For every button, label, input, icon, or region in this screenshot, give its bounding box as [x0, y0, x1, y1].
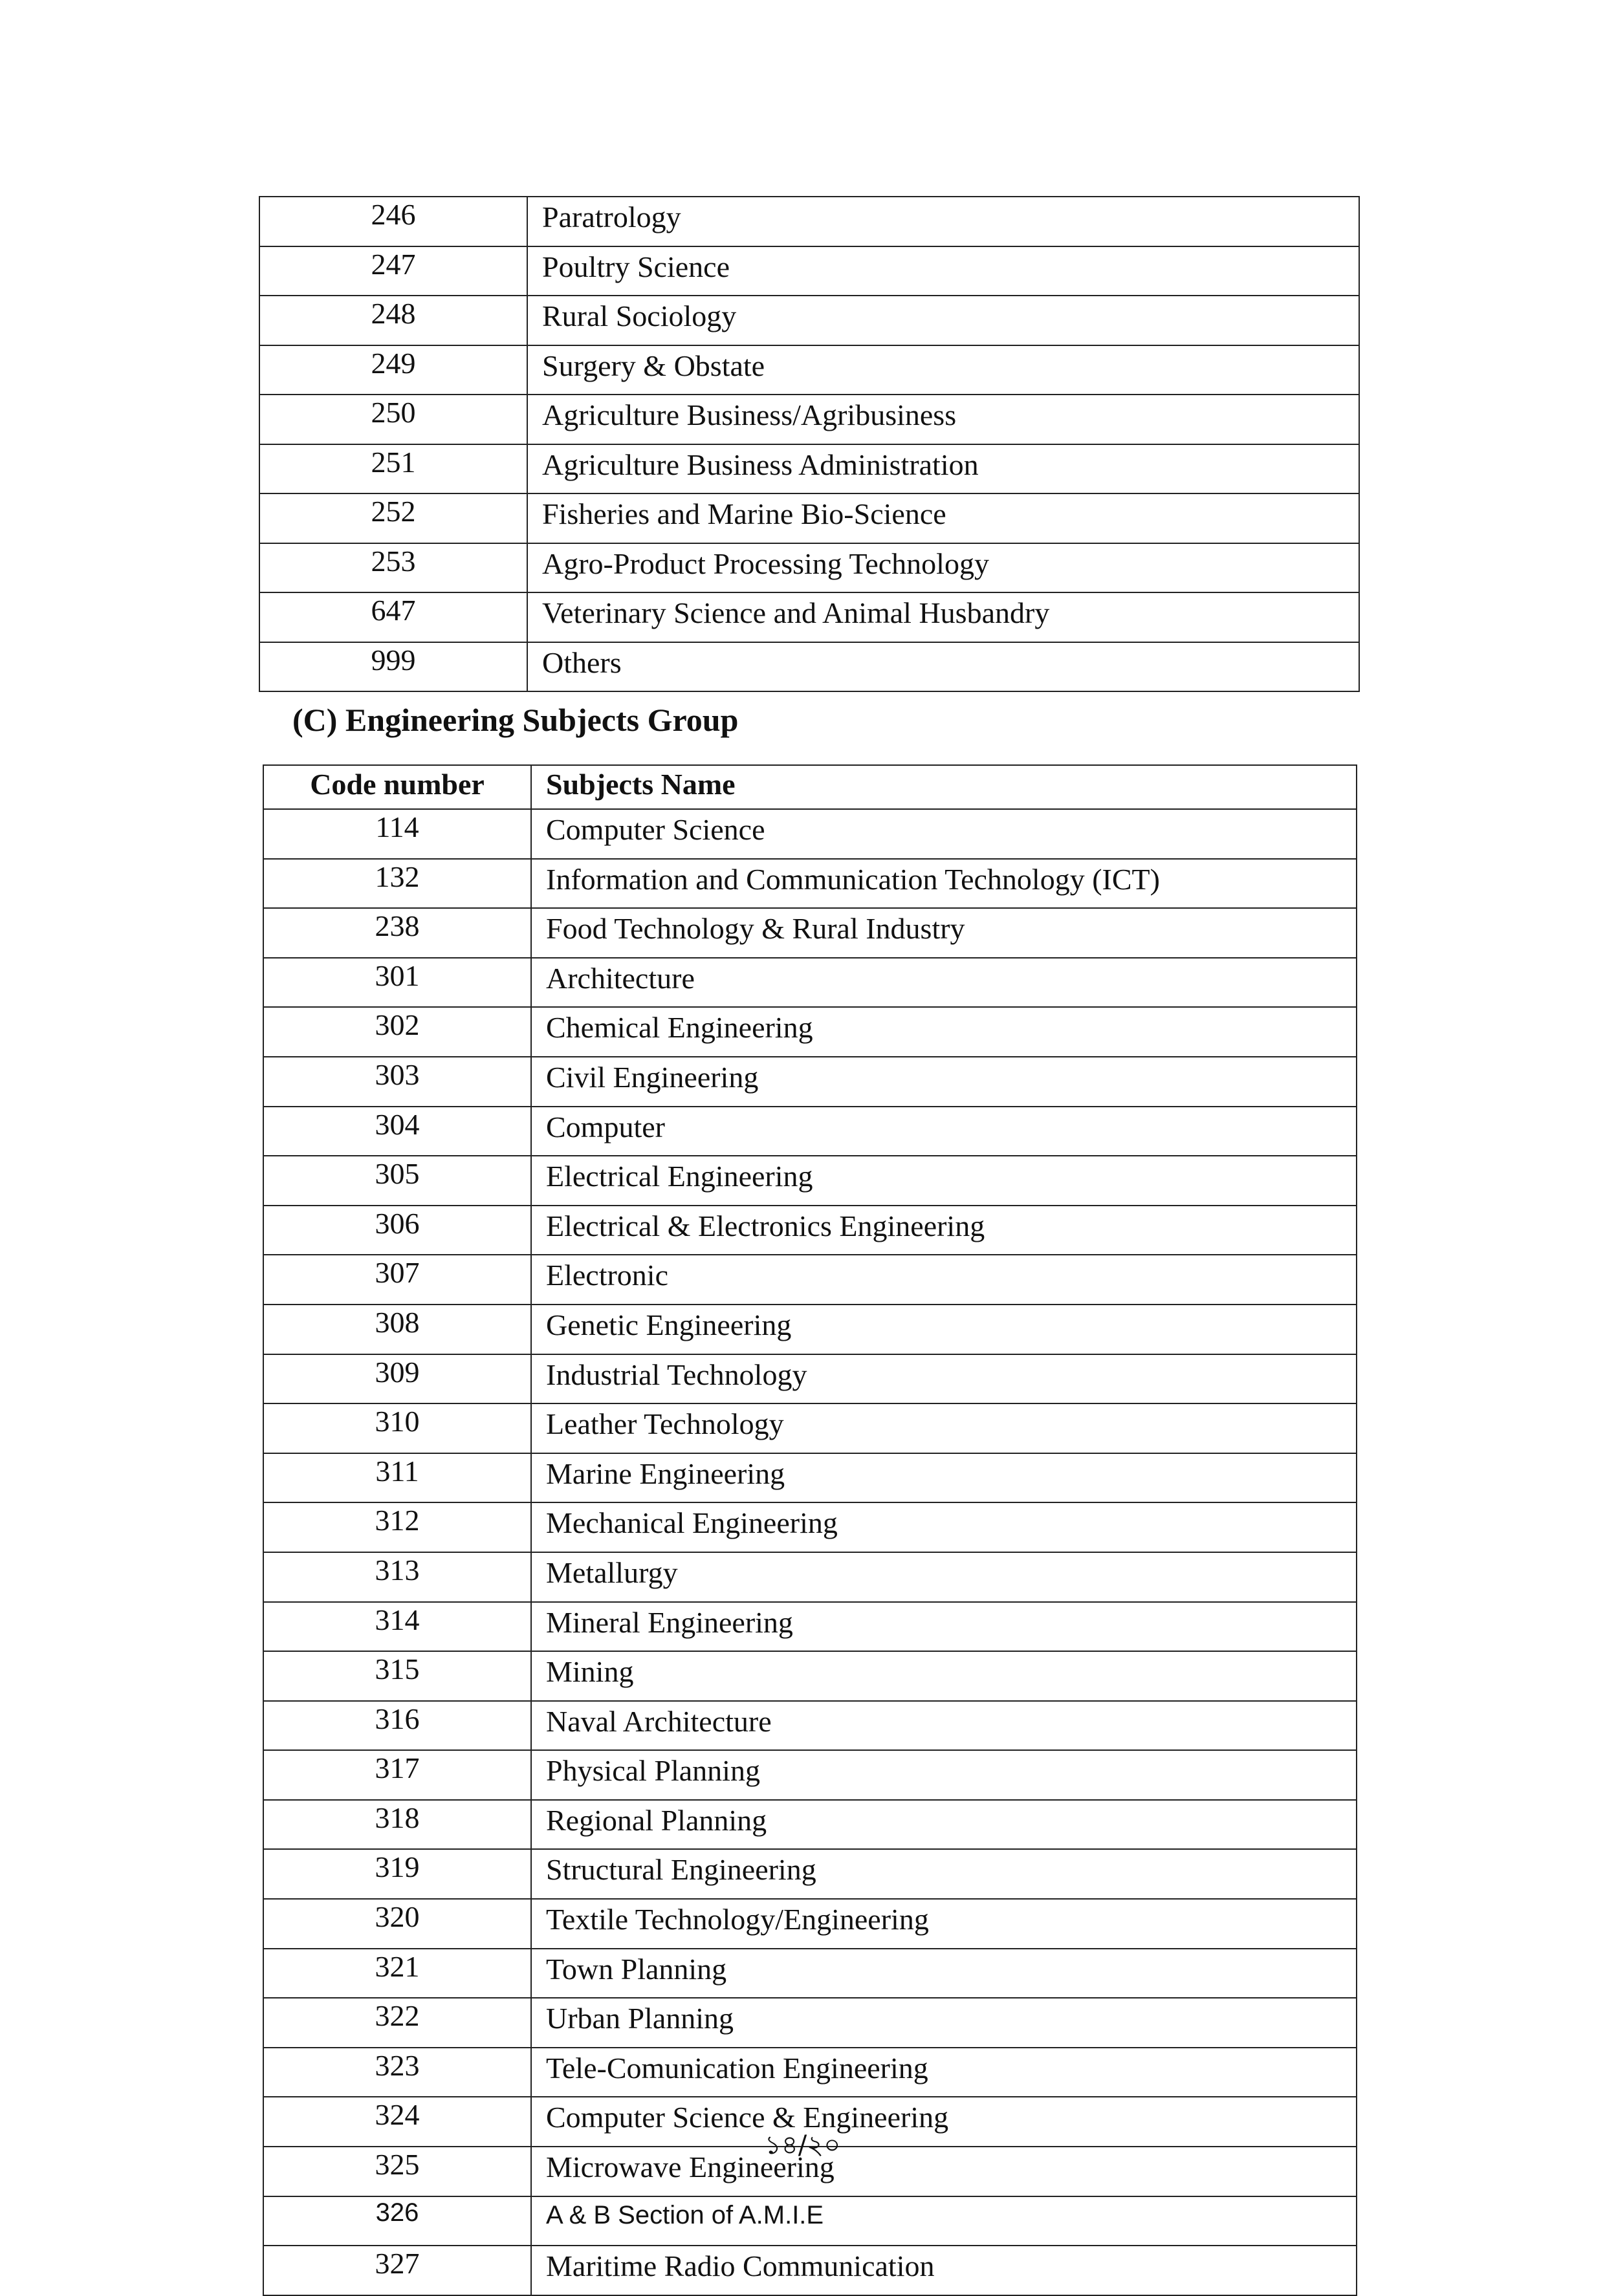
subject-name-cell: Mechanical Engineering — [531, 1502, 1357, 1552]
subject-name-cell: Food Technology & Rural Industry — [531, 908, 1357, 958]
subject-name-cell: Others — [527, 642, 1359, 692]
table-row — [263, 1502, 1357, 1552]
code-cell: 999 — [259, 642, 527, 692]
code-cell: 302 — [263, 1007, 531, 1057]
code-cell: 249 — [259, 345, 527, 395]
table-row — [259, 345, 1359, 395]
subject-name-cell: Veterinary Science and Animal Husbandry — [527, 592, 1359, 642]
engineering-subjects-table — [263, 764, 1357, 2296]
table-row — [263, 809, 1357, 859]
code-cell: 317 — [263, 1750, 531, 1800]
subject-name-cell: Regional Planning — [531, 1800, 1357, 1850]
subject-name-cell: Agriculture Business/Agribusiness — [527, 395, 1359, 444]
table-row — [263, 1998, 1357, 2048]
code-cell: 325 — [263, 2147, 531, 2196]
table-row — [263, 1305, 1357, 1354]
subject-name-cell: Surgery & Obstate — [527, 345, 1359, 395]
code-cell: 304 — [263, 1107, 531, 1156]
table-row — [263, 1206, 1357, 1255]
table-row — [263, 1552, 1357, 1602]
code-cell: 327 — [263, 2246, 531, 2295]
subject-name-cell: Naval Architecture — [531, 1701, 1357, 1751]
table-row — [263, 1453, 1357, 1503]
table-row — [259, 493, 1359, 543]
subject-name-cell: Chemical Engineering — [531, 1007, 1357, 1057]
code-cell: 322 — [263, 1998, 531, 2048]
subject-name-cell: Poultry Science — [527, 246, 1359, 296]
table-row — [263, 1107, 1357, 1156]
code-cell: 314 — [263, 1602, 531, 1652]
table-row — [259, 395, 1359, 444]
subject-name-cell: Town Planning — [531, 1949, 1357, 1998]
subject-name-cell: Architecture — [531, 958, 1357, 1008]
code-cell: 312 — [263, 1502, 531, 1552]
code-cell: 318 — [263, 1800, 531, 1850]
subject-name-cell: Computer Science — [531, 809, 1357, 859]
table-row — [263, 2246, 1357, 2295]
engineering-table-body — [263, 809, 1357, 2295]
table-row — [263, 1255, 1357, 1305]
code-cell: 313 — [263, 1552, 531, 1602]
code-cell: 308 — [263, 1305, 531, 1354]
code-cell: 305 — [263, 1156, 531, 1206]
subject-name-cell: Electrical & Electronics Engineering — [531, 1206, 1357, 1255]
page-number: ১৪/২০ — [764, 2130, 841, 2160]
subject-name-cell: Fisheries and Marine Bio-Science — [527, 493, 1359, 543]
table-row — [263, 1651, 1357, 1701]
code-cell: 315 — [263, 1651, 531, 1701]
table-row — [263, 2196, 1357, 2246]
table-row — [259, 444, 1359, 494]
subject-name-cell: Agriculture Business Administration — [527, 444, 1359, 494]
subject-name-cell: Structural Engineering — [531, 1849, 1357, 1899]
subject-name-cell: Agro-Product Processing Technology — [527, 543, 1359, 593]
table-row — [259, 296, 1359, 345]
subject-name-cell: Computer Science & Engineering — [531, 2097, 1357, 2147]
code-cell: 316 — [263, 1701, 531, 1751]
subject-name-cell: Electrical Engineering — [531, 1156, 1357, 1206]
code-cell: 310 — [263, 1403, 531, 1453]
code-cell: 301 — [263, 958, 531, 1008]
code-number-header: Code number — [263, 765, 531, 809]
subject-name-cell: Urban Planning — [531, 1998, 1357, 2048]
table-row — [263, 1701, 1357, 1751]
code-cell: 309 — [263, 1354, 531, 1404]
table-row — [263, 908, 1357, 958]
code-cell: 303 — [263, 1057, 531, 1107]
code-cell: 253 — [259, 543, 527, 593]
agri-table-body — [259, 197, 1359, 691]
table-row — [259, 197, 1359, 246]
code-cell: 246 — [259, 197, 527, 246]
code-cell: 250 — [259, 395, 527, 444]
subject-name-cell: Information and Communication Technology (ICT) — [531, 859, 1357, 909]
table-row — [263, 1156, 1357, 1206]
subject-name-cell: Physical Planning — [531, 1750, 1357, 1800]
table-row — [263, 1750, 1357, 1800]
table-row — [259, 592, 1359, 642]
code-cell: 251 — [259, 444, 527, 494]
subject-name-cell: Tele-Comunication Engineering — [531, 2048, 1357, 2097]
table-row — [263, 958, 1357, 1008]
code-cell: 307 — [263, 1255, 531, 1305]
subject-name-cell: Mining — [531, 1651, 1357, 1701]
subject-name-cell: Metallurgy — [531, 1552, 1357, 1602]
code-cell: 321 — [263, 1949, 531, 1998]
section-heading: (C) Engineering Subjects Group — [292, 702, 739, 738]
table-row — [263, 1057, 1357, 1107]
agri-subjects-table — [259, 196, 1360, 692]
code-cell: 248 — [259, 296, 527, 345]
table-row — [259, 543, 1359, 593]
code-cell: 238 — [263, 908, 531, 958]
subject-name-cell: Electronic — [531, 1255, 1357, 1305]
subject-name-cell: Rural Sociology — [527, 296, 1359, 345]
code-cell: 647 — [259, 592, 527, 642]
code-cell: 319 — [263, 1849, 531, 1899]
table-row — [263, 1849, 1357, 1899]
subject-name-cell: Mineral Engineering — [531, 1602, 1357, 1652]
table-header-row — [263, 765, 1357, 809]
subject-name-cell: Maritime Radio Communication — [531, 2246, 1357, 2295]
code-cell: 252 — [259, 493, 527, 543]
table-row — [263, 1602, 1357, 1652]
table-row — [259, 642, 1359, 692]
code-cell: 114 — [263, 809, 531, 859]
subject-name-cell: Civil Engineering — [531, 1057, 1357, 1107]
subject-name-cell: Paratrology — [527, 197, 1359, 246]
table-row — [263, 2048, 1357, 2097]
code-cell: 306 — [263, 1206, 531, 1255]
subjects-name-header: Subjects Name — [531, 765, 1357, 809]
subject-name-cell: Leather Technology — [531, 1403, 1357, 1453]
subject-name-cell: Microwave Engineering — [531, 2147, 1357, 2196]
table-row — [263, 1354, 1357, 1404]
table-row — [263, 1899, 1357, 1949]
table-row — [263, 1403, 1357, 1453]
code-cell: 326 — [263, 2196, 531, 2246]
subject-name-cell: A & B Section of A.M.I.E — [531, 2196, 1357, 2246]
table-row — [263, 1800, 1357, 1850]
code-cell: 132 — [263, 859, 531, 909]
code-cell: 323 — [263, 2048, 531, 2097]
subject-name-cell: Industrial Technology — [531, 1354, 1357, 1404]
table-row — [263, 1949, 1357, 1998]
code-cell: 311 — [263, 1453, 531, 1503]
code-cell: 247 — [259, 246, 527, 296]
subject-name-cell: Textile Technology/Engineering — [531, 1899, 1357, 1949]
code-cell: 320 — [263, 1899, 531, 1949]
subject-name-cell: Marine Engineering — [531, 1453, 1357, 1503]
table-row — [263, 1007, 1357, 1057]
subject-name-cell: Genetic Engineering — [531, 1305, 1357, 1354]
code-cell: 324 — [263, 2097, 531, 2147]
subject-name-cell: Computer — [531, 1107, 1357, 1156]
table-row — [263, 859, 1357, 909]
table-row — [259, 246, 1359, 296]
